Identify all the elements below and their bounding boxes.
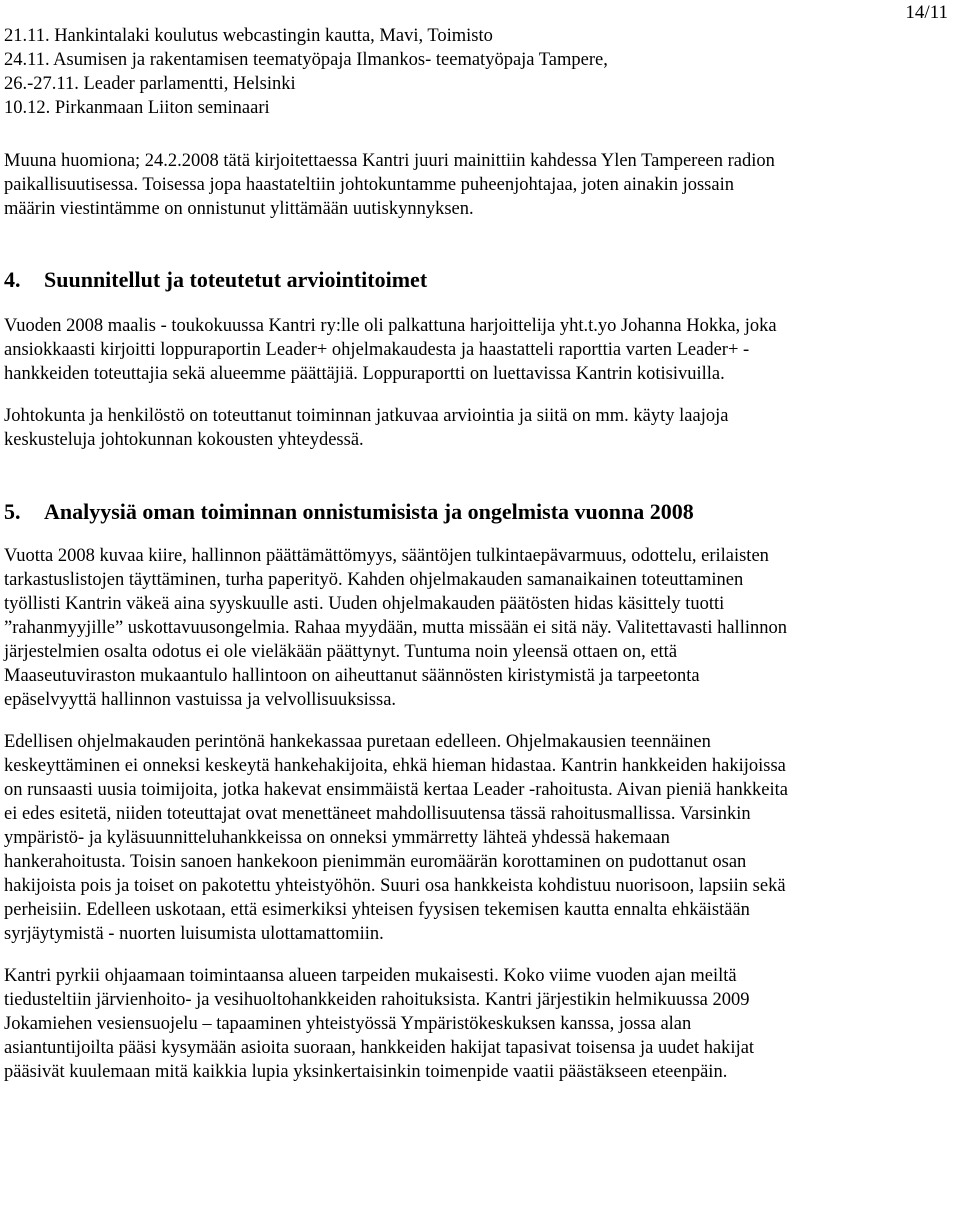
paragraph-line: on runsaasti uusia toimijoita, jotka hakevat ensimmäistä kertaa Leader -rahoitusta. Aivan pieniä hankkeita <box>4 780 788 800</box>
spacer <box>4 946 950 964</box>
paragraph-line: määrin viestintämme on onnistunut ylittämään uutiskynnyksen. <box>4 199 474 219</box>
spacer <box>4 386 950 404</box>
paragraph-line: ansiokkaasti kirjoitti loppuraportin Leader+ ohjelmakaudesta ja haastatteli raporttia varten Leader+ - <box>4 340 750 360</box>
paragraph-line: Edellisen ohjelmakauden perintönä hankekassaa puretaan edelleen. Ohjelmakausien teennäinen <box>4 732 711 752</box>
paragraph-line: ”rahanmyyjille” uskottavuusongelmia. Rahaa myydään, mutta missään ei sitä näy. Valitettavasti hallinnon <box>4 618 787 638</box>
section-5-heading <box>4 497 950 527</box>
page-content <box>4 24 950 1084</box>
paragraph-line: Vuoden 2008 maalis - toukokuussa Kantri ry:lle oli palkattuna harjoittelija yht.t.yo Johanna Hokka, joka <box>4 316 777 336</box>
paragraph-line: asiantuntijoilta pääsi kysymään asioita suoraan, hankkeiden hakijat tapasivat toisensa ja uudet hakijat <box>4 1038 755 1058</box>
event-item: 26.-27.11. Leader parlamentti, Helsinki <box>4 74 296 94</box>
paragraph-line: pääsivät kuulemaan mitä kaikkia lupia yksinkertaisinkin toimenpide vaatii päästäkseen eteenpäin. <box>4 1062 728 1082</box>
paragraph-line: Maaseutuviraston mukaantulo hallintoon on aiheuttanut säännösten kiristymistä ja tarpeetonta <box>4 666 700 686</box>
paragraph-line: tarkastuslistojen täyttäminen, turha paperityö. Kahden ohjelmakauden samanaikainen toteuttaminen <box>4 570 744 590</box>
event-item: 10.12. Pirkanmaan Liiton seminaari <box>4 98 270 118</box>
section-4-heading <box>4 265 950 295</box>
paragraph-line: Johtokunta ja henkilöstö on toteuttanut toiminnan jatkuvaa arviointia ja siitä on mm. käyty laajoja <box>4 406 729 426</box>
paragraph-line: epäselvyyttä hallinnon vastuissa ja velvollisuuksissa. <box>4 690 397 710</box>
event-item: 21.11. Hankintalaki koulutus webcastingin kautta, Mavi, Toimisto <box>4 26 493 46</box>
paragraph-line: hakijoista pois ja toiset on pakotettu yhteistyöhön. Suuri osa hankkeista kohdistuu nuorisoon, lapsiin sekä <box>4 876 786 896</box>
section-title: Analyysiä oman toiminnan onnistumisista ja ongelmista vuonna 2008 <box>44 499 694 524</box>
paragraph-line: ympäristö- ja kyläsuunnitteluhankkeissa on onneksi ymmärretty lähteä yhdessä hakemaan <box>4 828 670 848</box>
paragraph-line: perheisiin. Edelleen uskotaan, että esimerkiksi yhteisen fyysisen tekemisen kautta ennalta ehkäistään <box>4 900 750 920</box>
section-5-paragraph-2 <box>4 730 950 946</box>
paragraph-line: järjestelmien osalta odotus ei ole vieläkään päättynyt. Tuntuma noin yleensä ottaen on, että <box>4 642 678 662</box>
page-number: 14/11 <box>905 2 948 23</box>
paragraph-line: paikallisuutisessa. Toisessa jopa haastateltiin johtokuntamme puheenjohtajaa, joten ainakin jossain <box>4 175 734 195</box>
paragraph-line: työllisti Kantrin väkeä aina syyskuulle asti. Uuden ohjelmakauden päätösten hidas käsittely tuotti <box>4 594 725 614</box>
paragraph-line: hankkeiden toteuttajia sekä alueemme päättäjiä. Loppuraportti on luettavissa Kantrin kotisivuilla. <box>4 364 725 384</box>
paragraph-line: hankerahoitusta. Toisin sanoen hankekoon pienimmän euromäärän korottaminen on pudottanut osan <box>4 852 747 872</box>
paragraph-line: Kantri pyrkii ohjaamaan toimintaansa alueen tarpeiden mukaisesti. Koko viime vuoden ajan meiltä <box>4 966 737 986</box>
section-5-paragraph-1 <box>4 544 950 712</box>
spacer <box>4 120 950 149</box>
section-number: 5. <box>4 499 21 524</box>
section-number: 4. <box>4 267 21 292</box>
paragraph-line: syrjäytymistä - nuorten luisumista ulottamattomiin. <box>4 924 384 944</box>
section-5-paragraph-3 <box>4 964 950 1084</box>
paragraph-line: keskusteluja johtokunnan kokousten yhteydessä. <box>4 430 364 450</box>
media-note-paragraph <box>4 149 950 221</box>
paragraph-line: Muuna huomiona; 24.2.2008 tätä kirjoitettaessa Kantri juuri mainittiin kahdessa Ylen Tampereen radion <box>4 151 775 171</box>
paragraph-line: Jokamiehen vesiensuojelu – tapaaminen yhteistyössä Ympäristökeskuksen kanssa, jossa alan <box>4 1014 692 1034</box>
spacer <box>4 712 950 730</box>
paragraph-line: keskeyttäminen ei onneksi keskeytä hankehakijoita, ehkä hieman hidastaa. Kantrin hankkeiden hakijoissa <box>4 756 786 776</box>
section-4-paragraph-1 <box>4 314 950 386</box>
paragraph-line: tiedusteltiin järvienhoito- ja vesihuoltohankkeiden rahoituksista. Kantri järjestikin helmikuussa 2009 <box>4 990 750 1010</box>
events-list <box>4 24 950 120</box>
section-4-paragraph-2 <box>4 404 950 452</box>
event-item: 24.11. Asumisen ja rakentamisen teematyöpaja Ilmankos- teematyöpaja Tampere, <box>4 50 608 70</box>
section-title: Suunnitellut ja toteutetut arviointitoimet <box>44 267 428 292</box>
paragraph-line: ei edes esitetä, niiden toteuttajat ovat menettäneet mahdollisuutensa tässä rahoitusmallissa. Varsinkin <box>4 804 751 824</box>
paragraph-line: Vuotta 2008 kuvaa kiire, hallinnon päättämättömyys, sääntöjen tulkintaepävarmuus, odottelu, erilaisten <box>4 546 769 566</box>
